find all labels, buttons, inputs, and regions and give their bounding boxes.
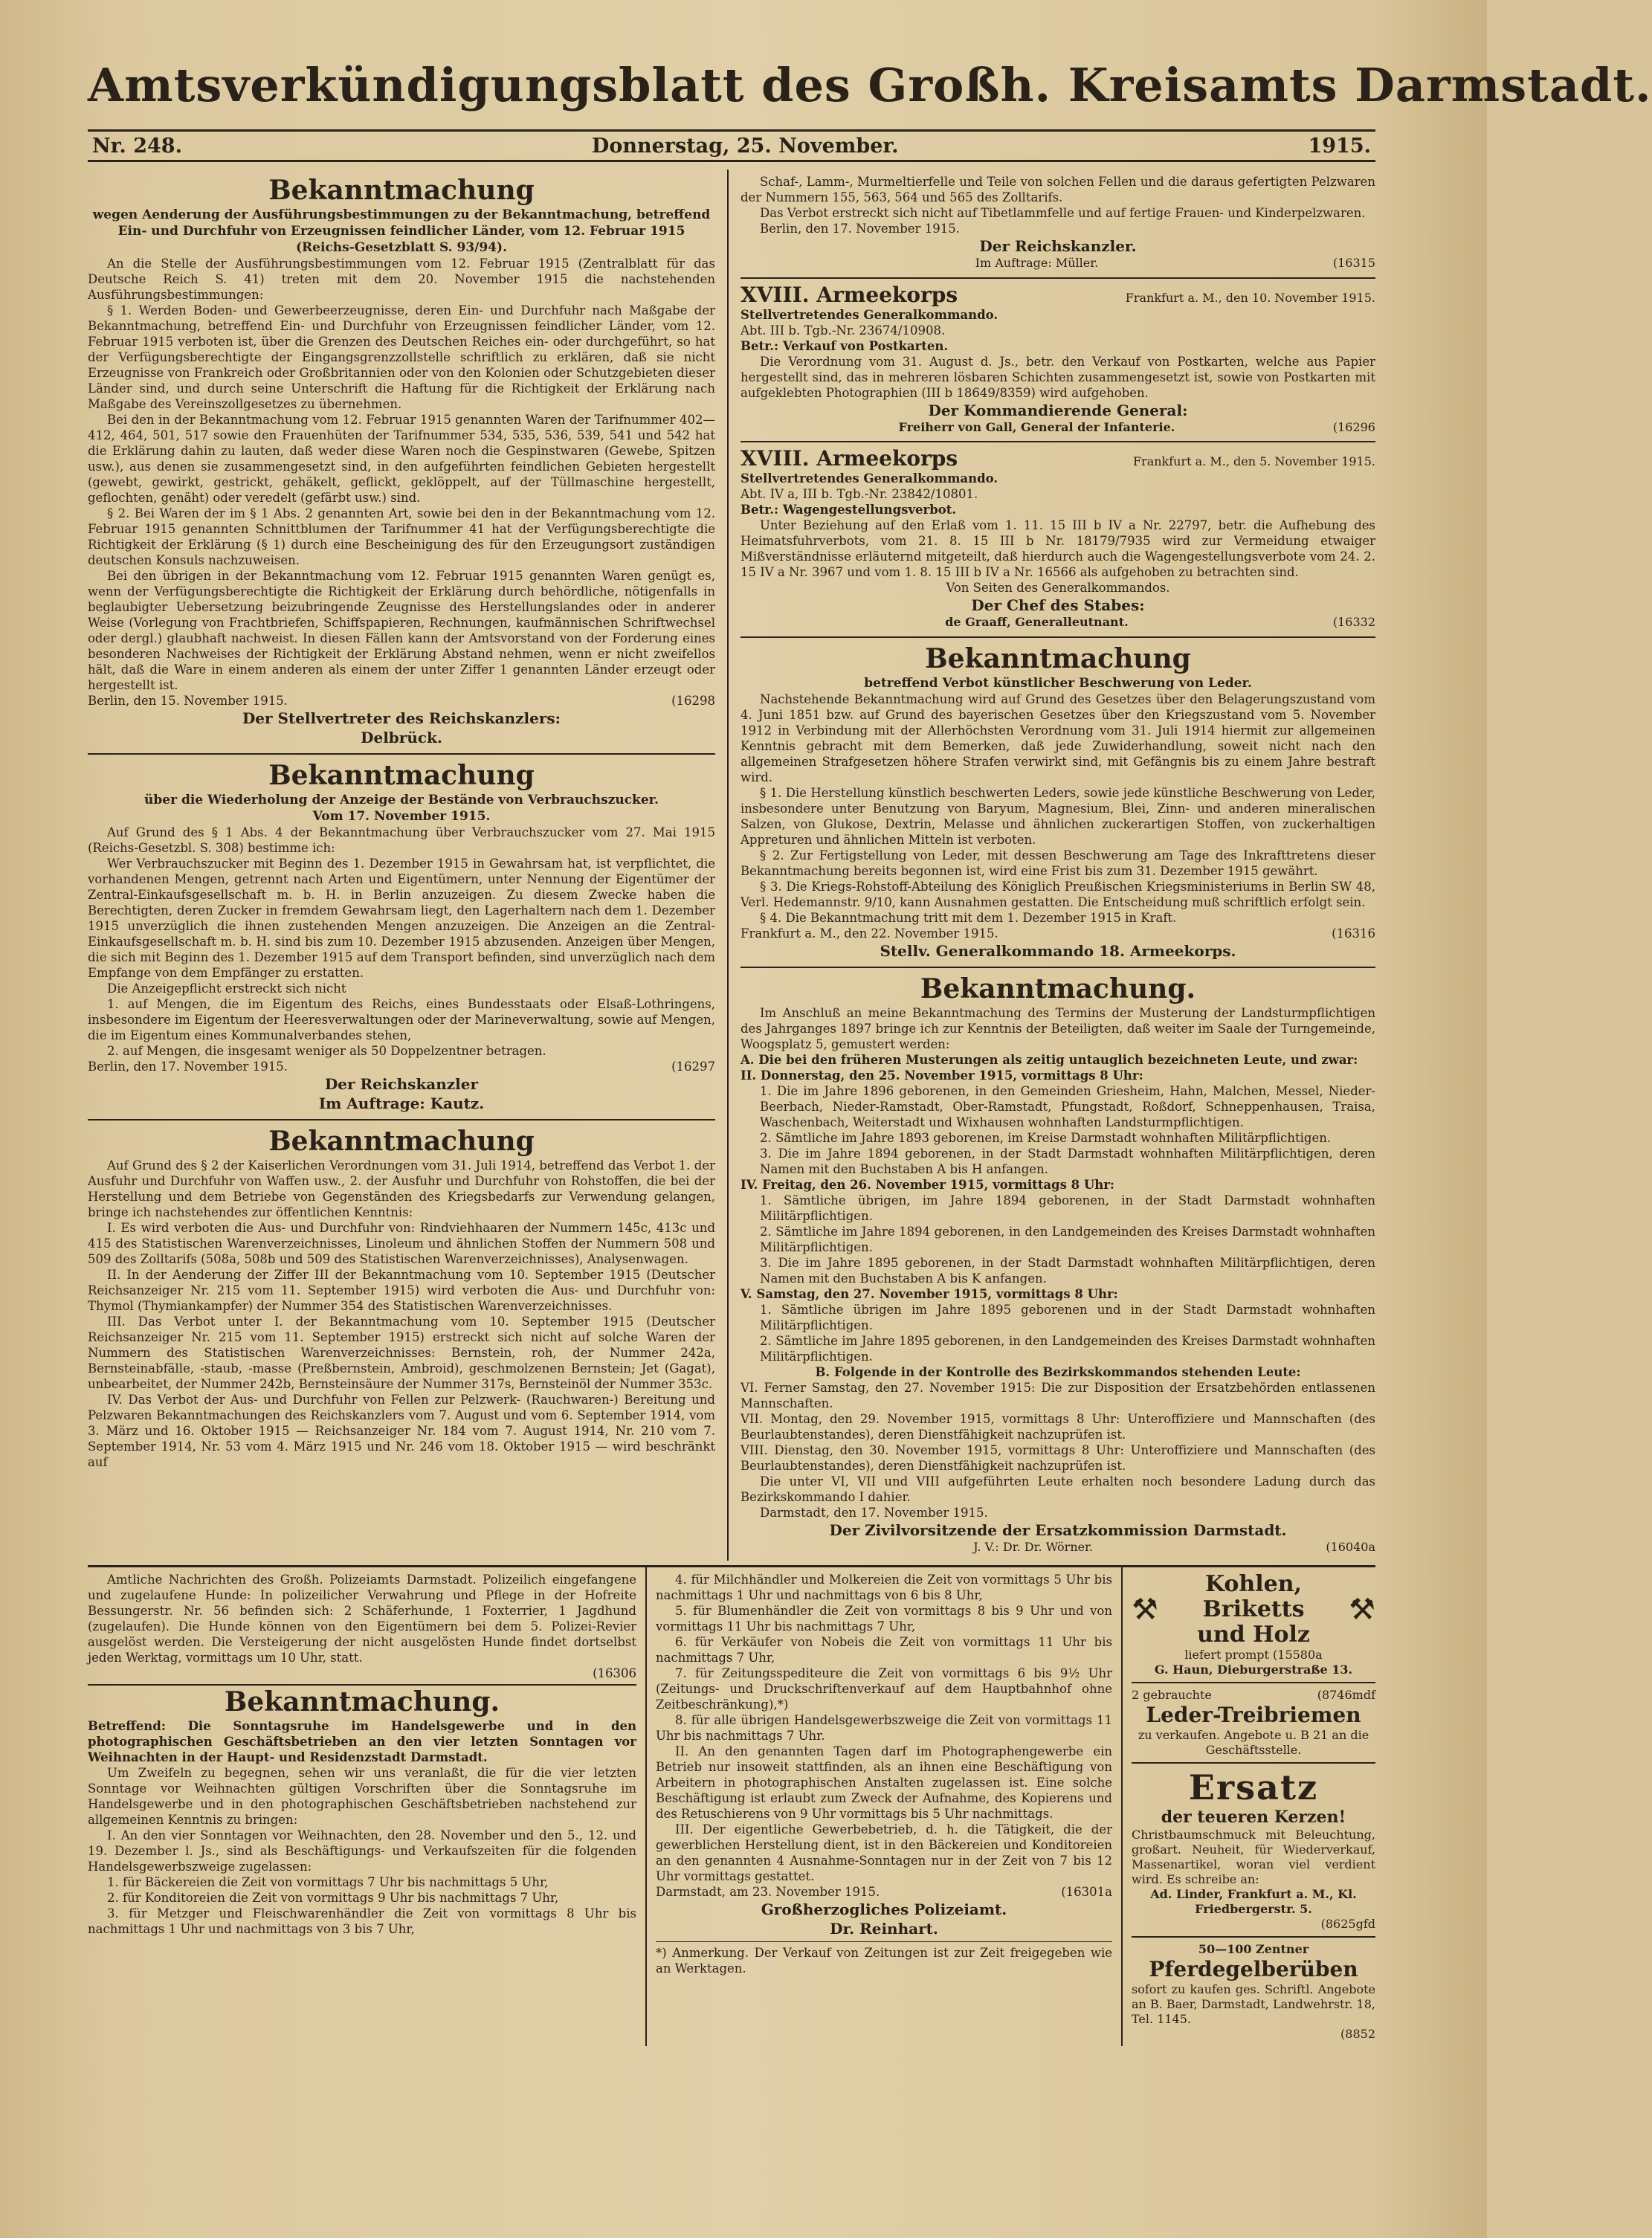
- notice-leather: [741, 638, 1375, 968]
- corps-date: Frankfurt a. M., den 5. November 1915.: [1132, 454, 1375, 468]
- signature-title: Der Zivilvorsitzende der Ersatzkommission Darmstadt.: [829, 1521, 1287, 1539]
- reference-number: (8852: [1340, 2027, 1375, 2041]
- notice-body: [741, 307, 1375, 401]
- signature-name: Im Auftrage: Kautz.: [318, 1094, 485, 1112]
- place-line: [656, 1884, 1112, 1900]
- hammer-pick-icon: ⚒: [1132, 1593, 1158, 1627]
- notice-furs-continued: [741, 170, 1375, 279]
- paragraph: II. An den genannten Tagen darf im Photographengewerbe ein Betrieb nur insoweit stattfinden, als an ihnen eine Beschäftigung von Arbeitern in photographischen Anstalten zugelassen ist. Eine solche Beschäftigung ist erlaubt zum Zweck der Aufnahme, des Kopierens und des Retuschierens von 9 Uhr vormittags bis 5 Uhr nachmittags.: [656, 1744, 1112, 1821]
- reference-number: (16040a: [1326, 1539, 1375, 1554]
- command-name: Stellvertretendes Generalkommando.: [741, 471, 998, 486]
- reference-number: (8625gfd: [1320, 1917, 1375, 1931]
- ad-subheadline: der teueren Kerzen!: [1161, 1808, 1346, 1827]
- notice-title: Bekanntmachung: [268, 175, 535, 206]
- issue-number: Nr. 248.: [92, 134, 182, 158]
- corps-header: [741, 447, 1375, 471]
- notice-body: [88, 1158, 715, 1470]
- reference-number: (16298: [671, 694, 715, 708]
- list-item: 2. Sämtliche im Jahre 1893 geborenen, im Kreise Darmstadt wohnhaften Militärpflichtigen.: [760, 1130, 1332, 1145]
- notice-title: Bekanntmachung.: [88, 1684, 636, 1718]
- notice-import-goods: [88, 170, 715, 755]
- paragraph: § 4. Die Bekanntmachung tritt mit dem 1. Dezember 1915 in Kraft.: [760, 910, 1177, 925]
- corps-name: XVIII. Armeekorps: [741, 446, 958, 471]
- list-item: 2. Sämtliche im Jahre 1895 geborenen, in den Landgemeinden des Kreises Darmstadt wohnhaften Militärpflichtigen.: [760, 1333, 1375, 1364]
- paragraph: Unter Beziehung auf den Erlaß vom 1. 11. 15 III b IV a Nr. 22797, betr. die Aufhebung des Heimatsfuhrverbots, vom 21. 8. 15 III b Nr. 18179/7935 wird zur Vermeidung etwaiger Mißverständnisse erläuternd mitgeteilt, daß hierdurch auch die Wagengestellungsverbote vom 24. 2. 15 IV a Nr. 3967 und vom 1. 8. 15 III b IV a Nr. 16566 als aufgehoben zu betrachten sind.: [741, 518, 1375, 579]
- notice-body: [88, 1718, 636, 1937]
- subject-line: Betr.: Wagengestellungsverbot.: [741, 503, 957, 517]
- signature-line: [741, 1540, 1375, 1555]
- section-heading: B. Folgende in der Kontrolle des Bezirkskommandos stehenden Leute:: [815, 1364, 1301, 1379]
- paragraph: II. In der Aenderung der Ziffer III der Bekanntmachung vom 10. September 1915 (Deutscher Reichsanzeiger Nr. 215 vom 11. September 1915) wird verboten die Aus- und Durchfuhr von: Thymol (Thymiankampfer) der Nummer 354 des Statistischen Warenverzeichnisses.: [88, 1268, 715, 1313]
- notice-subtitle: betreffend Verbot künstlicher Beschwerung von Leder.: [864, 675, 1252, 691]
- corps-header: [741, 283, 1375, 307]
- ad-headline: Leder-Treibriemen: [1146, 1703, 1361, 1727]
- reference-number: (16332: [1332, 615, 1375, 629]
- hammer-pick-icon: ⚒: [1349, 1593, 1375, 1627]
- notice-dogs: [88, 1567, 636, 1681]
- ad-belts: [1132, 1683, 1375, 1764]
- ad-candles: [1132, 1764, 1375, 1938]
- paragraph: § 2. Zur Fertigstellung von Leder, mit dessen Beschwerung am Tage des Inkrafttretens dieser Bekanntmachung bereits begonnen ist, wird eine Frist bis zum 31. Dezember 1915 gewährt.: [741, 848, 1375, 878]
- issue-year: 1915.: [1308, 134, 1371, 158]
- paragraph: Bei den in der Bekanntmachung vom 12. Februar 1915 genannten Waren der Tarifnummer 402—412, 464, 501, 517 sowie den Frauenhüten der Tarifnummer 534, 535, 536, 539, 541 und 542 hat die Erklärung dahin zu lauten, daß weder diese Waren noch die Gespinstwaren (Gewebe, Spitzen usw.), aus denen sie zusammengesetzt sind, in den aufgeführten feindlichen Gebieten hergestellt (gewebt, gewirkt, gestrickt, gehäkelt, geflickt, geklöppelt, auf der Tüllmaschine hergestellt, geflochten, genäht) oder veredelt (gefärbt usw.) sind.: [88, 413, 715, 505]
- ad-text: sofort zu kaufen ges. Schriftl. Angebote an B. Baer, Darmstadt, Landwehrstr. 18, Tel. 1145.: [1132, 1982, 1375, 2026]
- paragraph: § 1. Die Herstellung künstlich beschwerten Leders, sowie jede künstliche Beschwerung von Leder, insbesondere unter Benutzung von Baryum, Magnesium, Blei, Zinn- und anderen mineralischen Salzen, von Glukose, Dextrin, Melasse und ähnlichen zuckerartigen Stoffen, von zuckerhaltigen Appreturen und ähnlichen Mitteln ist verboten.: [741, 785, 1375, 847]
- list-item: 2. Sämtliche im Jahre 1894 geborenen, in den Landgemeinden des Kreises Darmstadt wohnhaften Militärpflichtigen.: [760, 1224, 1375, 1254]
- notice-body: [741, 1005, 1375, 1521]
- dateline: [88, 129, 1375, 162]
- list-item: 3. Die im Jahre 1895 geborenen, in der Stadt Darmstadt wohnhaften Militärpflichtigen, deren Namen mit den Buchstaben A bis K anfangen.: [760, 1255, 1375, 1286]
- list-item: 3. Die im Jahre 1894 geborenen, in der Stadt Darmstadt wohnhaften Militärpflichtigen, deren Namen mit den Buchstaben A bis H anfangen.: [760, 1146, 1375, 1176]
- bottom-column-ads: [1123, 1567, 1375, 2046]
- paragraph: Bei den übrigen in der Bekanntmachung vom 12. Februar 1915 genannten Waren genügt es, wenn der Verfügungsberechtigte die Richtigkeit der Erklärung durch behördliche, nötigenfalls in beglaubigter Uebersetzung beizubringende Zeugnisse des Herstellungslandes oder in anderer Weise (Vorlegung von Frachtbriefen, Schiffspapieren, Rechnungen, kaufmännischen Schriftwechsel oder dergl.) glaubhaft nachweist. In diesen Fällen kann der Amtsvorstand von der Forderung eines besonderen Nachweises der Richtigkeit der Erklärung Abstand nehmen, wenn er nicht zweifellos hält, daß die Ware in einem anderen als einem der unter Ziffer 1 genannten Länder erzeugt oder hergestellt ist.: [88, 569, 715, 692]
- corps-name: XVIII. Armeekorps: [741, 282, 958, 307]
- notice-title: Bekanntmachung.: [920, 973, 1196, 1004]
- signature-title: Der Reichskanzler.: [979, 237, 1137, 255]
- corps-date: Frankfurt a. M., den 10. November 1915.: [1125, 290, 1375, 305]
- notice-body: [88, 825, 715, 1074]
- reference-number: (8746mdf: [1317, 1688, 1375, 1702]
- paragraph: Die Verordnung vom 31. August d. Js., betr. den Verkauf von Postkarten, welche aus Papier hergestellt sind, das in mehreren lösbaren Schichten zusammengesetzt ist, sowie von Postkarten mit aufgeklebten Photographien (III b 18649/8359) wird aufgehoben.: [741, 354, 1375, 400]
- main-columns: [88, 170, 1375, 1561]
- list-item: 3. für Metzger und Fleischwarenhändler die Zeit von vormittags 8 Uhr bis nachmittags 1 Uhr und nachmittags von 3 bis 7 Uhr,: [88, 1906, 636, 1936]
- notice-body: [741, 471, 1375, 596]
- paragraph: Amtliche Nachrichten des Großh. Polizeiamts Darmstadt. Polizeilich eingefangene und zugelaufene Hunde: In polizeilicher Verwahrung und Pflege in der Hofreite Bessungerstr. Nr. 56 befinden sich: 2 Schäferhunde, 1 Foxterrier, 1 Jagdhund (zugelaufen). Die Hunde können von den Eigentümern bei dem 5. Polizei-Revier ausgelöst werden. Die Versteigerung der nicht ausgelösten Hunde findet dortselbst jeden Werktag, vormittags um 10 Uhr, statt.: [88, 1573, 636, 1665]
- signature-name: J. V.: Dr. Dr. Wörner.: [973, 1539, 1094, 1554]
- notice-body: [741, 174, 1375, 236]
- place-date: Berlin, den 15. November 1915.: [88, 694, 288, 708]
- place-line: [88, 1059, 715, 1074]
- signature-title: Der Chef des Stabes:: [971, 596, 1145, 614]
- ad-text: Christbaumschmuck mit Beleuchtung, großart. Neuheit, für Wiederverkauf, Massenartikel, woran viel verdient wird. Es schreibe an:: [1132, 1828, 1375, 1886]
- place-date: Frankfurt a. M., den 22. November 1915.: [741, 926, 998, 941]
- signature-line: [741, 256, 1375, 271]
- notice-title: Bekanntmachung: [268, 1126, 535, 1157]
- ad-text: [1132, 1648, 1375, 1663]
- ad-coal-header: [1132, 1572, 1375, 1648]
- reference-number: (16296: [1332, 419, 1375, 434]
- ad-header-line: [1132, 1688, 1375, 1703]
- subject-line: Betreffend: Die Sonntagsruhe im Handelsgewerbe und in den photographischen Geschäftsbetrieben an den vier letzten Sonntagen vor Weihnachten in der Haupt- und Residenzstadt Darmstadt.: [88, 1719, 636, 1764]
- bottom-section: [88, 1565, 1375, 2046]
- notice-postcards: [741, 279, 1375, 443]
- list-item: 8. für alle übrigen Handelsgewerbszweige die Zeit von vormittags 11 Uhr bis nachmittags 7 Uhr.: [656, 1713, 1112, 1743]
- ad-text-line: 2 gebrauchte: [1132, 1688, 1212, 1702]
- place-date: Berlin, den 17. November 1915.: [760, 222, 960, 236]
- ad-headline: und Holz: [1197, 1622, 1310, 1648]
- list-item: 1. Sämtliche übrigen, im Jahre 1894 geborenen, in der Stadt Darmstadt wohnhaften Militärpflichtigen.: [760, 1193, 1375, 1223]
- file-number: Abt. III b. Tgb.-Nr. 23674/10908.: [741, 323, 946, 338]
- reference-number: (16297: [671, 1060, 715, 1074]
- list-item: 1. Die im Jahre 1896 geborenen, in den Gemeinden Griesheim, Hahn, Malchen, Messel, Nieder-Beerbach, Nieder-Ramstadt, Ober-Ramstadt, Pfungstadt, Roßdorf, Schneppenhausen, Traisa, Waschenbach, Weiterstadt und Wixhausen wohnhaften Landsturmpflichtigen.: [760, 1083, 1375, 1129]
- list-item: 2. für Konditoreien die Zeit von vormittags 9 Uhr bis nachmittags 7 Uhr,: [107, 1891, 559, 1905]
- paragraph: IV. Das Verbot der Aus- und Durchfuhr von Fellen zur Pelzwerk- (Rauchwaren-) Bereitung und Pelzwaren Bekanntmachungen des Reichskanzlers vom 7. August und vom 6. September 1914, vom 3. März und 16. Oktober 1915 — Reichsanzeiger Nr. 184 vom 7. August 1914, Nr. 210 vom 7. September 1914, Nr. 53 vom 4. März 1915 und Nr. 246 vom 18. Oktober 1915 — wird beschränkt auf: [88, 1393, 715, 1469]
- paragraph: Von Seiten des Generalkommandos.: [946, 581, 1170, 595]
- ad-coal: [1132, 1567, 1375, 1683]
- ad-address: G. Haun, Dieburgerstraße 13.: [1154, 1663, 1353, 1677]
- section-heading: A. Die bei den früheren Musterungen als zeitig untauglich bezeichneten Leute, und zwar:: [741, 1052, 1358, 1067]
- reference-number: (16315: [1332, 256, 1375, 270]
- list-item: IV. Freitag, den 26. November 1915, vormittags 8 Uhr:: [741, 1177, 1115, 1192]
- paragraph: I. An den vier Sonntagen vor Weihnachten, den 28. November und den 5., 12. und 19. Dezember l. Js., sind als Beschäftigungs- und Verkaufszeiten für die folgenden Handelsgewerbszweige zugelassen:: [88, 1828, 636, 1874]
- signature-name: Dr. Reinhart.: [830, 1920, 938, 1938]
- paragraph: Auf Grund des § 1 Abs. 4 der Bekanntmachung über Verbrauchszucker vom 27. Mai 1915 (Reichs-Gesetzbl. S. 308) bestimme ich:: [88, 825, 715, 855]
- place-line: [88, 693, 715, 709]
- right-column: [729, 170, 1375, 1561]
- ad-text-line: liefert prompt: [1184, 1648, 1269, 1662]
- notice-subtitle-date: Vom 17. November 1915.: [312, 809, 491, 824]
- paragraph: Im Anschluß an meine Bekanntmachung des Termins der Musterung der Landsturmpflichtigen des Jahrganges 1897 bringe ich zur Kenntnis der Beteiligten, daß weiter im Saale der Turngemeinde, Woogsplatz 5, gemustert werden:: [741, 1005, 1375, 1051]
- reference-number: (16301a: [1061, 1885, 1112, 1899]
- paragraph: III. Der eigentliche Gewerbebetrieb, d. h. die Tätigkeit, die der gewerblichen Herstellung dient, ist in den Bäckereien und Konditoreien an den genannten 4 Ausnahme-Sonntagen nur in der Zeit von 7 bis 12 Uhr vormittags gestattet.: [656, 1822, 1112, 1883]
- notice-subtitle: wegen Aenderung der Ausführungsbestimmungen zu der Bekanntmachung, betreffend Ein- und Durchfuhr von Erzeugnissen feindlicher Länder, vom 12. Februar 1915 (Reichs-Gesetzblatt S. 93/94).: [92, 207, 711, 255]
- paragraph: Nachstehende Bekanntmachung wird auf Grund des Gesetzes über den Belagerungszustand vom 4. Juni 1851 bzw. auf Grund des bayerischen Gesetzes über den Kriegszustand vom 5. November 1912 in Verbindung mit der Allerhöchsten Verordnung vom 31. Juli 1914 hiermit zur allgemeinen Kenntnis gebracht mit dem Bemerken, daß jede Zuwiderhandlung, soweit nicht nach den allgemeinen Strafgesetzen höhere Strafen verwirkt sind, mit Gefängnis bis zu einem Jahre bestraft wird.: [741, 691, 1375, 784]
- masthead-title: Amtsverkündigungsblatt des Großh. Kreisamts Darmstadt.: [88, 58, 1652, 112]
- paragraph: Schaf-, Lamm-, Murmeltierfelle und Teile von solchen Fellen und die daraus gefertigten Pelzwaren der Nummern 155, 563, 564 und 565 des Zolltarifs.: [741, 175, 1375, 204]
- bottom-column-police: [88, 1567, 647, 2046]
- signature-title: Der Reichskanzler: [324, 1075, 479, 1093]
- place-line: [741, 926, 1375, 941]
- notice-sugar: [88, 755, 715, 1120]
- notice-subtitle: über die Wiederholung der Anzeige der Bestände von Verbrauchszucker.: [144, 793, 659, 807]
- list-item: 4. für Milchhändler und Molkereien die Zeit von vormittags 5 Uhr bis nachmittags 1 Uhr und nachmittags von 6 bis 8 Uhr,: [656, 1573, 1112, 1602]
- place-date: Darmstadt, den 17. November 1915.: [760, 1505, 988, 1520]
- paragraph: Um Zweifeln zu begegnen, sehen wir uns veranlaßt, die für die vier letzten Sonntage vor Weihnachten gültigen Vorschriften über die Sonntagsruhe im Handelsgewerbe und in den photographischen Geschäftsbetrieben nachstehend zur allgemeinen Kenntnis zu bringen:: [88, 1766, 636, 1827]
- signature-title: Der Kommandierende General:: [928, 401, 1188, 419]
- paragraph: Die Anzeigepflicht erstreckt sich nicht: [107, 981, 346, 996]
- reference-number: (16306: [593, 1666, 636, 1680]
- paragraph: Auf Grund des § 2 der Kaiserlichen Verordnungen vom 31. Juli 1914, betreffend das Verbot 1. der Ausfuhr und Durchfuhr von Waffen usw., 2. der Ausfuhr und Durchfuhr von Rohstoffen, die bei der Herstellung und dem Betriebe von Gegenständen des Kriegsbedarfs zur Verwendung gelangen, bringe ich nachstehendes zur öffentlichen Kenntnis:: [88, 1158, 715, 1219]
- notice-wagons: [741, 442, 1375, 638]
- file-number: Abt. IV a, III b. Tgb.-Nr. 23842/10801.: [741, 487, 978, 501]
- notice-title: Bekanntmachung: [925, 642, 1191, 674]
- list-item: V. Samstag, den 27. November 1915, vormittags 8 Uhr:: [741, 1286, 1118, 1301]
- paragraph: Wer Verbrauchszucker mit Beginn des 1. Dezember 1915 in Gewahrsam hat, ist verpflichtet, die vorhandenen Mengen, getrennt nach Arten und Eigentümern, unter Nennung der Eigentümer der Zentral-Einkaufsgesellschaft m. b. H. in Berlin anzuzeigen. Zu diesem Zwecke haben die Berechtigten, deren Zucker in fremdem Gewahrsam liegt, den Lagerhaltern nach dem 1. Dezember 1915 unverzüglich die ihnen zustehenden Mengen anzuzeigen. Die Anzeigen an die Zentral-Einkaufsgesellschaft m. b. H. sind bis zum 10. Dezember 1915 abzusenden. Anzeigen über Mengen, die sich mit Beginn des 1. Dezember 1915 auf dem Transport befinden, sind unverzüglich nach dem Empfange von dem Empfänger zu erstatten.: [88, 857, 715, 980]
- bottom-column-sunday-rest: [647, 1567, 1123, 2046]
- list-item: 1. für Bäckereien die Zeit von vormittags 7 Uhr bis nachmittags 5 Uhr,: [107, 1875, 549, 1889]
- paragraph: III. Das Verbot unter I. der Bekanntmachung vom 10. September 1915 (Deutscher Reichsanzeiger Nr. 215 vom 11. September 1915) erstreckt sich nicht auf solche Waren der Nummern des Statistischen Warenverzeichnisses: Bernstein, roh, der Nummer 242a, Bernsteinabfälle, -staub, -masse (Preßbernstein, Ambroid), geschmolzenen Bernstein; Jet (Gagat), unbearbeitet, der Nummer 242b, Bernsteinsäure der Nummer 317s, Bernsteinöl der Nummer 353c.: [88, 1315, 715, 1391]
- paragraph: An die Stelle der Ausführungsbestimmungen vom 12. Februar 1915 (Zentralblatt für das Deutsche Reich S. 41) treten mit dem 20. November 1915 die nachstehenden Ausführungsbestimmungen:: [88, 257, 715, 302]
- paragraph: Die unter VI, VII und VIII aufgeführten Leute erhalten noch besondere Ladung durch das Bezirkskommando I dahier.: [741, 1474, 1375, 1504]
- ad-headline: Kohlen, Briketts: [1202, 1571, 1305, 1622]
- paragraph: § 2. Bei Waren der im § 1 Abs. 2 genannten Art, sowie bei den in der Bekanntmachung vom 12. Februar 1915 genannten Schnittblumen der Tarifnummer 41 hat der Verfügungsberechtigte die Richtigkeit der Erklärung (§ 1) durch eine Bescheinigung des für den Erzeugungsort zuständigen deutschen Konsuls nachzuweisen.: [88, 506, 715, 567]
- list-item: II. Donnerstag, den 25. November 1915, vormittags 8 Uhr:: [741, 1068, 1143, 1083]
- ad-turnips: [1132, 1938, 1375, 2046]
- list-item: 1. Sämtliche übrigen im Jahre 1895 geborenen und in der Stadt Darmstadt wohnhaften Militärpflichtigen.: [760, 1302, 1375, 1332]
- paragraph: § 1. Werden Boden- und Gewerbeerzeugnisse, deren Ein- und Durchfuhr nach Maßgabe der Bekanntmachung, betreffend Ein- und Durchfuhr von Erzeugnissen feindlicher Länder, vom 12. Februar 1915 verboten ist, über die Grenzen des Deutschen Reiches ein- oder durchgeführt, so hat der Verfügungsberechtigte der Eingangsgrenzzollstelle schriftlich zu erklären, daß sie nicht Erzeugnisse von Frankreich oder Großbritannien oder von den Kolonien oder Schutzgebieten dieser Länder sind, und durch seine Unterschrift die Haftung für die Richtigkeit der Erklärung nach Maßgabe des Vereinszollgesetzes zu übernehmen.: [88, 303, 715, 411]
- paragraph: 2. auf Mengen, die insgesamt weniger als 50 Doppelzentner betragen.: [107, 1044, 546, 1058]
- left-column: [88, 170, 729, 1561]
- notice-title: Bekanntmachung: [268, 760, 535, 791]
- signature-title: Der Stellvertreter des Reichskanzlers:: [242, 709, 561, 727]
- notice-body: [741, 691, 1375, 941]
- issue-date: Donnerstag, 25. November.: [591, 134, 899, 158]
- reference-number: (15580a: [1273, 1648, 1323, 1662]
- list-item: VII. Montag, den 29. November 1915, vormittags 8 Uhr: Unteroffiziere und Mannschaften (des Beurlaubtenstandes), deren Dienstfähigkeit nachzuprüfen ist.: [741, 1411, 1375, 1442]
- paragraph: Das Verbot erstreckt sich nicht auf Tibetlammfelle und auf fertige Frauen- und Kinderpelzwaren.: [760, 206, 1366, 220]
- place-date: Darmstadt, am 23. November 1915.: [656, 1885, 880, 1899]
- signature-line: [741, 615, 1375, 631]
- command-name: Stellvertretendes Generalkommando.: [741, 307, 998, 322]
- reference-number: (16316: [1332, 926, 1375, 941]
- signature-name: Delbrück.: [361, 729, 442, 746]
- ad-text-line: 50—100 Zentner: [1198, 1942, 1309, 1956]
- list-item: 7. für Zeitungsspediteure die Zeit von vormittags 6 bis 9½ Uhr (Zeitungs- und Druckschriftenverkauf auf dem Hauptbahnhof ohne Zeitbeschränkung),*): [656, 1666, 1112, 1712]
- notice-body: [656, 1567, 1112, 1900]
- signature-title: Stellv. Generalkommando 18. Armeekorps.: [880, 941, 1236, 960]
- ad-headline: Pferdegelberüben: [1149, 1957, 1358, 1981]
- place-date: Berlin, den 17. November 1915.: [88, 1060, 288, 1074]
- notice-conscription: [741, 968, 1375, 1561]
- ad-text: zu verkaufen. Angebote u. B 21 an die Geschäftsstelle.: [1138, 1728, 1369, 1757]
- paragraph: § 3. Die Kriegs-Rohstoff-Abteilung des Königlich Preußischen Kriegsministeriums in Berlin SW 48, Verl. Hedemannstr. 9/10, kann Ausnahmen gestatten. Die Entscheidung muß schriftlich erfolgt sein.: [741, 879, 1375, 909]
- list-item: 6. für Verkäufer von Nobeis die Zeit von vormittags 11 Uhr bis nachmittags 7 Uhr,: [656, 1635, 1112, 1665]
- notice-body: [88, 256, 715, 709]
- paragraph: I. Es wird verboten die Aus- und Durchfuhr von: Rindviehhaaren der Nummern 145c, 413c und 415 des Statistischen Warenverzeichnisses, Linoleum und ähnlichen Stoffen der Nummern 508 und 509 des Zolltarifs (508a, 508b und 509 des Statistischen Warenverzeichnisses), Analysenwagen.: [88, 1221, 715, 1266]
- signature-line: [741, 420, 1375, 436]
- signature-name: Freiherr von Gall, General der Infanterie.: [898, 419, 1175, 434]
- notice-export-ban: [88, 1120, 715, 1476]
- list-item: VIII. Dienstag, den 30. November 1915, vormittags 8 Uhr: Unteroffiziere und Mannschaften (des Beurlaubtenstandes), deren Dienstfähigkeit nachzuprüfen ist.: [741, 1442, 1375, 1473]
- paragraph: 1. auf Mengen, die im Eigentum des Reichs, eines Bundesstaats oder Elsaß-Lothringens, insbesondere im Eigentum der Heeresverwaltungen oder der Marineverwaltung, sowie auf Mengen, die im Eigentum eines Kommunalverbandes stehen,: [88, 997, 715, 1042]
- list-item: 5. für Blumenhändler die Zeit von vormittags 8 bis 9 Uhr und von vormittags 11 Uhr bis nachmittags 7 Uhr,: [656, 1604, 1112, 1634]
- subject-line: Betr.: Verkauf von Postkarten.: [741, 338, 949, 353]
- signature-name: Im Auftrage: Müller.: [975, 256, 1099, 270]
- signature-title: Großherzogliches Polizeiamt.: [761, 1900, 1007, 1918]
- list-item: VI. Ferner Samstag, den 27. November 1915: Die zur Disposition der Ersatzbehörden entlassenen Mannschaften.: [741, 1380, 1375, 1410]
- footnote: *) Anmerkung. Der Verkauf von Zeitungen ist zur Zeit freigegeben wie an Werktagen.: [656, 1941, 1112, 1976]
- ad-address: Ad. Linder, Frankfurt a. M., Kl. Friedbergerstr. 5.: [1150, 1887, 1357, 1916]
- signature-name: de Graaff, Generalleutnant.: [945, 615, 1129, 629]
- ad-headline: Ersatz: [1188, 1767, 1319, 1808]
